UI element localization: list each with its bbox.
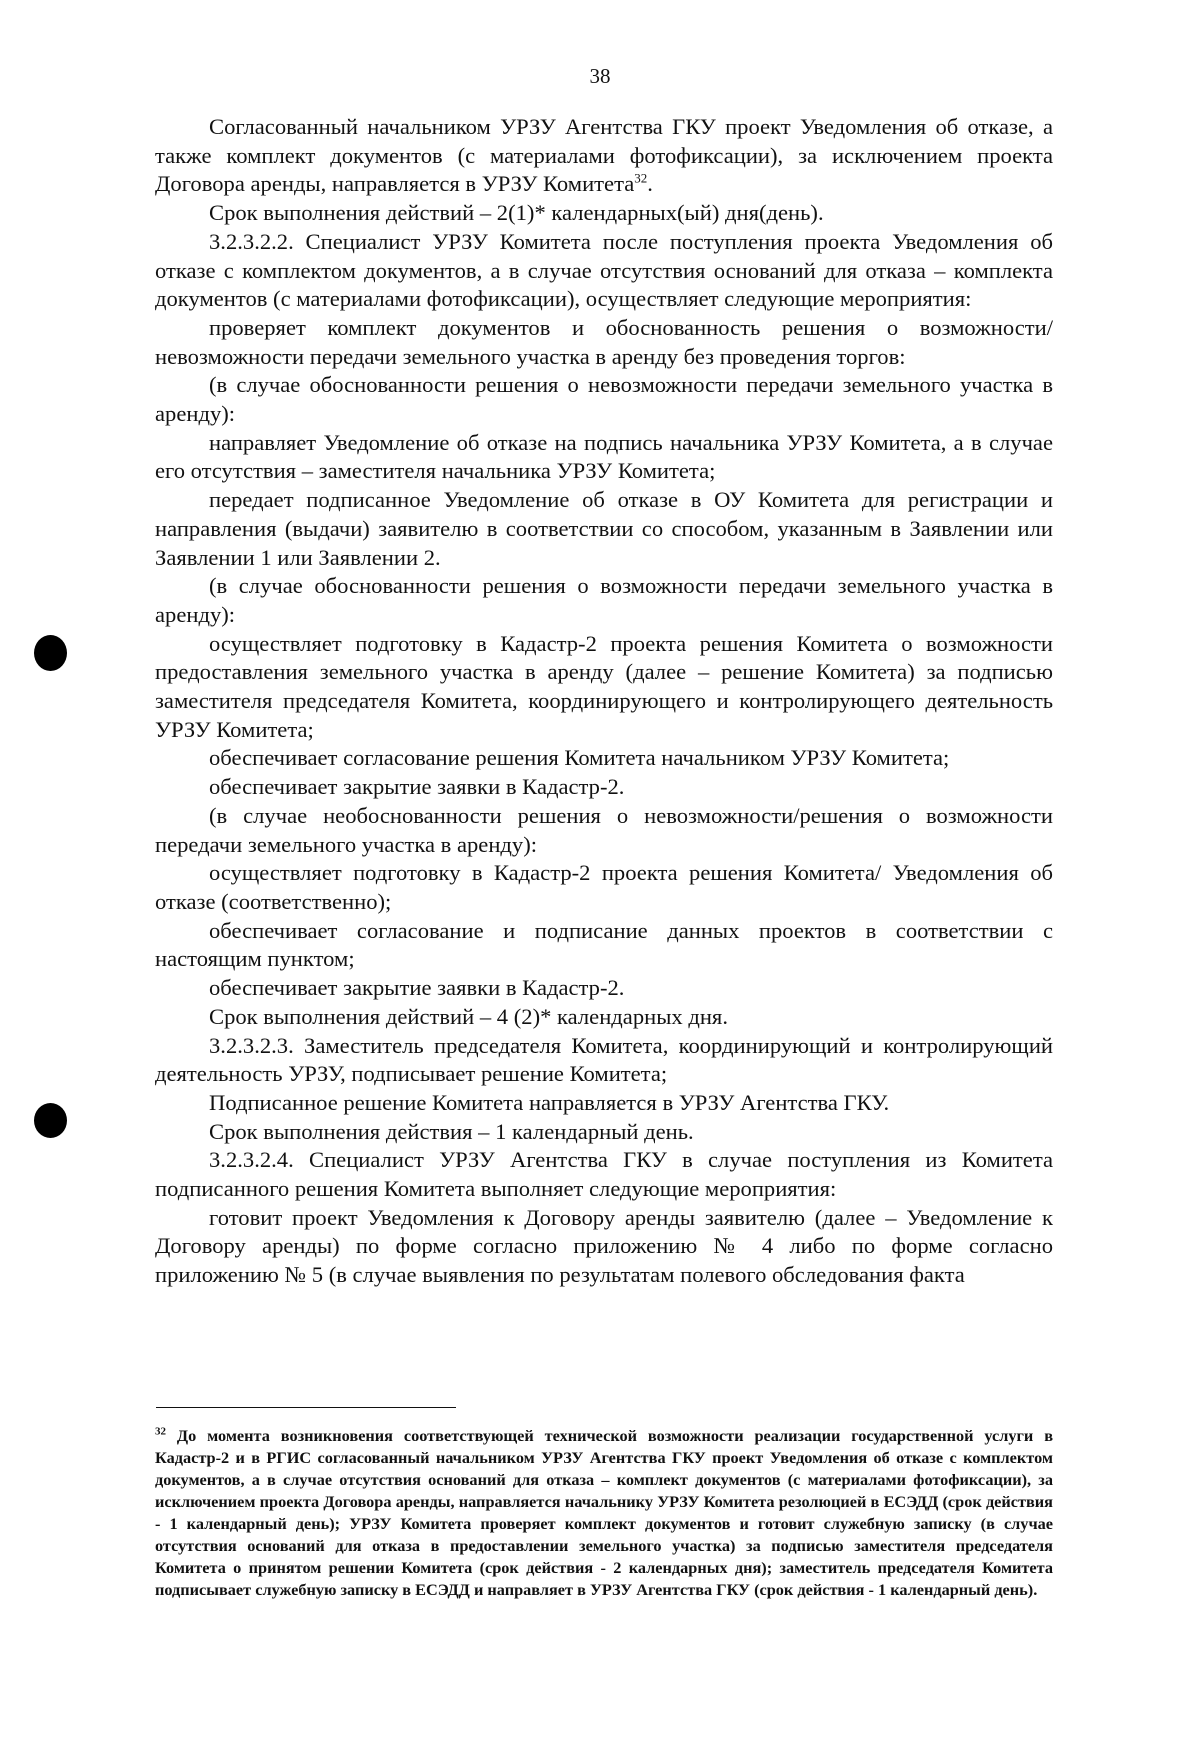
paragraph: готовит проект Уведомления к Договору аренды заявителю (далее – Уведомление к Договору аренды) по форме согласно приложению № 4 либо по форме согласно приложению № 5 (в случае выявления по результатам полевого обследования факта [155,1204,1053,1288]
paragraph: Срок выполнения действий – 2(1)* календарных(ый) дня(день). [209,200,824,226]
paragraph: Подписанное решение Комитета направляется в УРЗУ Агентства ГКУ. [209,1089,890,1115]
page-number: 38 [589,64,611,88]
footnote-paragraph [155,1425,1053,1601]
paragraph: Срок выполнения действия – 1 календарный день. [209,1118,694,1144]
paragraph: 3.2.3.2.4. Специалист УРЗУ Агентства ГКУ в случае поступления из Комитета подписанного решения Комитета выполняет следующие мероприятия: [155,1147,1053,1202]
footnote-text: До момента возникновения соответствующей технической возможности реализации государственной услуги в Кадастр-2 и в РГИС согласованный начальником УРЗУ Агентства ГКУ проект Уведомления об отказе с комплектом документов, а в случае отсутствия оснований для отказа – комплект документов (с материалами фотофиксации), за исключением проекта Договора аренды, направляется начальнику УРЗУ Комитета резолюцией в ЕСЭДД (срок действия - 1 календарный день); УРЗУ Комитета проверяет комплект документов и готовит служебную записку (в случае отсутствия оснований для отказа в предоставлении земельного участка) за подписью заместителя председателя Комитета о принятом решении Комитета (срок действия - 2 календарных дня); заместитель председателя Комитета подписывает служебную записку в ЕСЭДД и направляет в УРЗУ Агентства ГКУ (срок действия - 1 календарный день). [155,1426,1053,1599]
paragraph: обеспечивает согласование и подписание данных проектов в соответствии с настоящим пунктом; [155,917,1053,972]
punch-hole-mark [34,635,67,671]
paragraph: (в случае обоснованности решения о возможности передачи земельного участка в аренду): [155,573,1053,627]
paragraph: 3.2.3.2.3. Заместитель председателя Комитета, координирующий и контролирующий деятельность УРЗУ, подписывает решение Комитета; [155,1032,1053,1087]
punch-hole-mark [34,1103,67,1138]
paragraph: направляет Уведомление об отказе на подпись начальника УРЗУ Комитета, а в случае его отсутствия – заместителя начальника УРЗУ Комитета; [155,429,1053,484]
footnote [155,1425,1053,1601]
body-text [155,113,1053,1290]
footnote-reference: 32 [634,170,648,186]
paragraph: обеспечивает закрытие заявки в Кадастр-2. [209,774,625,800]
paragraph: передает подписанное Уведомление об отказе в ОУ Комитета для регистрации и направления (выдачи) заявителю в соответствии со способом, указанным в Заявлении или Заявлении 1 или Заявлении 2. [155,487,1053,570]
paragraph-text: Согласованный начальником УРЗУ Агентства ГКУ проект Уведомления об отказе, а также комплект документов (с материалами фотофиксации), за исключением проекта Договора аренды, направляется в УРЗУ Комитета [155,114,1053,197]
paragraph: осуществляет подготовку в Кадастр-2 проекта решения Комитета/ Уведомления об отказе (соответственно); [155,860,1053,914]
footnote-separator [156,1407,456,1408]
paragraph: обеспечивает согласование решения Комитета начальником УРЗУ Комитета; [209,745,950,771]
paragraph: (в случае обоснованности решения о невозможности передачи земельного участка в аренду): [155,372,1053,427]
footnote-marker: 32 [155,1425,166,1438]
paragraph: обеспечивает закрытие заявки в Кадастр-2. [209,975,625,1001]
paragraph: Срок выполнения действий – 4 (2)* календарных дня. [209,1003,728,1029]
paragraph: проверяет комплект документов и обоснованность решения о возможности/невозможности передачи земельного участка в аренду без проведения торгов: [155,314,1053,369]
paragraph: осуществляет подготовку в Кадастр-2 проекта решения Комитета о возможности предоставления земельного участка в аренду (далее – решение Комитета) за подписью заместителя председателя Комитета, координирующего и контролирующего деятельность УРЗУ Комитета; [155,630,1053,742]
paragraph: (в случае необоснованности решения о невозможности/решения о возможности передачи земельного участка в аренду): [155,802,1053,857]
paragraph-tail: . [647,171,653,197]
paragraph: 3.2.3.2.2. Специалист УРЗУ Комитета после поступления проекта Уведомления об отказе с комплектом документов, а в случае отсутствия оснований для отказа – комплекта документов (с материалами фотофиксации), осуществляет следующие мероприятия: [155,228,1053,312]
paragraph [155,113,1053,199]
